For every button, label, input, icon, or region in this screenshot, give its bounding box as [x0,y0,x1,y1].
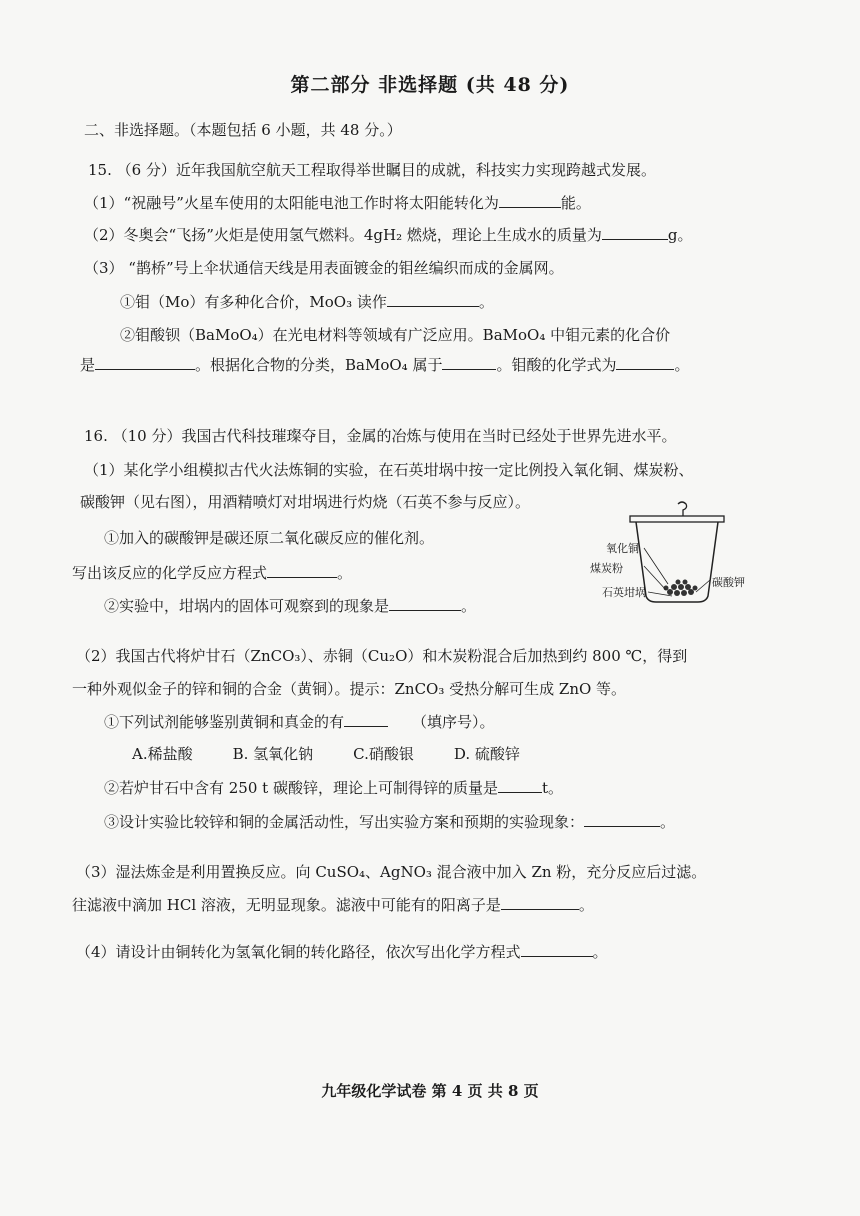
text-segment: 。 [674,356,690,374]
text-segment: t。 [541,779,563,797]
text-segment: 。 [461,597,477,615]
q15-part3-1-text: ①钼（Mo）有多种化合价，MoO₃ 读作 [120,293,387,311]
q15-part2-text: （2）冬奥会“飞扬”火炬是使用氢气燃料。4gH₂ 燃烧，理论上生成水的质量为 [84,226,602,244]
q15-part3-1 [120,292,494,312]
q16-part1-1: ①加入的碳酸钾是碳还原二氧化碳反应的催化剂。 [104,529,435,547]
text-segment: 。 [337,564,353,582]
q16-part1-2 [104,596,476,616]
text-segment: 。钼酸的化学式为 [496,356,617,374]
section-heading: 二、非选择题。（本题包括 6 小题，共 48 分。） [84,121,402,139]
option-c: C.硝酸银 [353,745,414,763]
q16-part2-3 [104,812,675,832]
q15-part2-tail: g。 [667,226,693,244]
page-footer: 九年级化学试卷 第 4 页 共 8 页 [321,1082,539,1100]
q15-part1-text: （1）“祝融号”火星车使用的太阳能电池工作时将太阳能转化为 [84,194,499,212]
q16-part4 [76,942,608,962]
q15-stem: 15. （6 分）近年我国航空航天工程取得举世瞩目的成就，科技实力实现跨越式发展。 [88,161,656,179]
answer-blank[interactable] [616,355,674,370]
q15-part1 [84,193,591,213]
option-b: B. 氢氧化钠 [232,745,314,763]
text-segment: 往滤液中滴加 HCl 溶液，无明显现象。滤液中可能有的阳离子是 [72,896,501,914]
text-segment: 。 [660,813,676,831]
answer-blank[interactable] [521,942,593,957]
text-segment: ①下列试剂能够鉴别黄铜和真金的有 [104,713,345,731]
q16-part3: （3）湿法炼金是利用置换反应。向 CuSO₄、AgNO₃ 混合液中加入 Zn 粉，充分反应后过滤。 [76,863,707,881]
answer-blank[interactable] [387,292,479,307]
q15-part2 [84,225,693,245]
answer-blank[interactable] [389,596,461,611]
q16-options [132,744,560,764]
q16-part2: （2）我国古代将炉甘石（ZnCO₃）、赤铜（Cu₂O）和木炭粉混合后加热到约 800 ℃，得到 [76,647,688,665]
label-coal-powder: 煤炭粉 [590,562,623,575]
q15-part1-tail: 能。 [560,194,591,212]
answer-blank[interactable] [602,225,668,240]
text-segment: 。 [578,896,594,914]
text-segment: ③设计实验比较锌和铜的金属活动性，写出实验方案和预期的实验现象： [104,813,585,831]
q16-part1: （1）某化学小组模拟古代火法炼铜的实验，在石英坩埚中按一定比例投入氧化铜、煤炭粉、 [84,461,694,479]
text-segment: （填序号）。 [412,713,495,731]
label-potassium-carbonate: 碳酸钾 [712,576,745,589]
answer-blank[interactable] [344,712,388,727]
text-segment: ②实验中，坩埚内的固体可观察到的现象是 [104,597,390,615]
answer-blank[interactable] [267,563,337,578]
q16-part2-1 [104,712,495,732]
q16-part3-cont [72,895,594,915]
answer-blank[interactable] [442,355,496,370]
text-segment: （4）请设计由铜转化为氢氧化铜的转化路径，依次写出化学方程式 [76,943,521,961]
q15-part3-1-tail: 。 [478,293,494,311]
crucible-figure [586,500,766,610]
answer-blank[interactable] [501,895,579,910]
answer-blank[interactable] [498,778,542,793]
q16-part2-2 [104,778,563,798]
label-copper-oxide: 氧化铜 [606,542,639,555]
text-segment: ②若炉甘石中含有 250 t 碳酸锌，理论上可制得锌的质量是 [104,779,498,797]
q15-part3: （3） “鹊桥”号上伞状通信天线是用表面镀金的钼丝编织而成的金属网。 [84,259,564,277]
q16-part1-1-cont [72,563,352,583]
text-segment: 是 [80,356,96,374]
answer-blank[interactable] [499,193,561,208]
text-segment: 。 [592,943,608,961]
option-d: D. 硫酸锌 [453,745,520,763]
q16-part2-cont: 一种外观似金子的锌和铜的合金（黄铜）。提示：ZnCO₃ 受热分解可生成 ZnO 等。 [72,680,627,698]
q15-part3-2-cont [80,355,689,375]
q16-part1-cont: 碳酸钾（见右图），用酒精喷灯对坩埚进行灼烧（石英不参与反应）。 [80,493,531,511]
page-title: 第二部分 非选择题 (共 48 分) [290,74,570,96]
answer-blank[interactable] [95,355,195,370]
text-segment: 写出该反应的化学反应方程式 [72,564,268,582]
q15-part3-2: ②钼酸钡（BaMoO₄）在光电材料等领域有广泛应用。BaMoO₄ 中钼元素的化合价 [120,326,671,344]
text-segment: 。根据化合物的分类，BaMoO₄ 属于 [195,356,443,374]
label-quartz-crucible: 石英坩埚 [602,586,646,599]
option-a: A.稀盐酸 [132,745,193,763]
q16-stem: 16. （10 分）我国古代科技璀璨夺目，金属的冶炼与使用在当时已经处于世界先进水平。 [84,427,677,445]
answer-blank[interactable] [584,812,660,827]
